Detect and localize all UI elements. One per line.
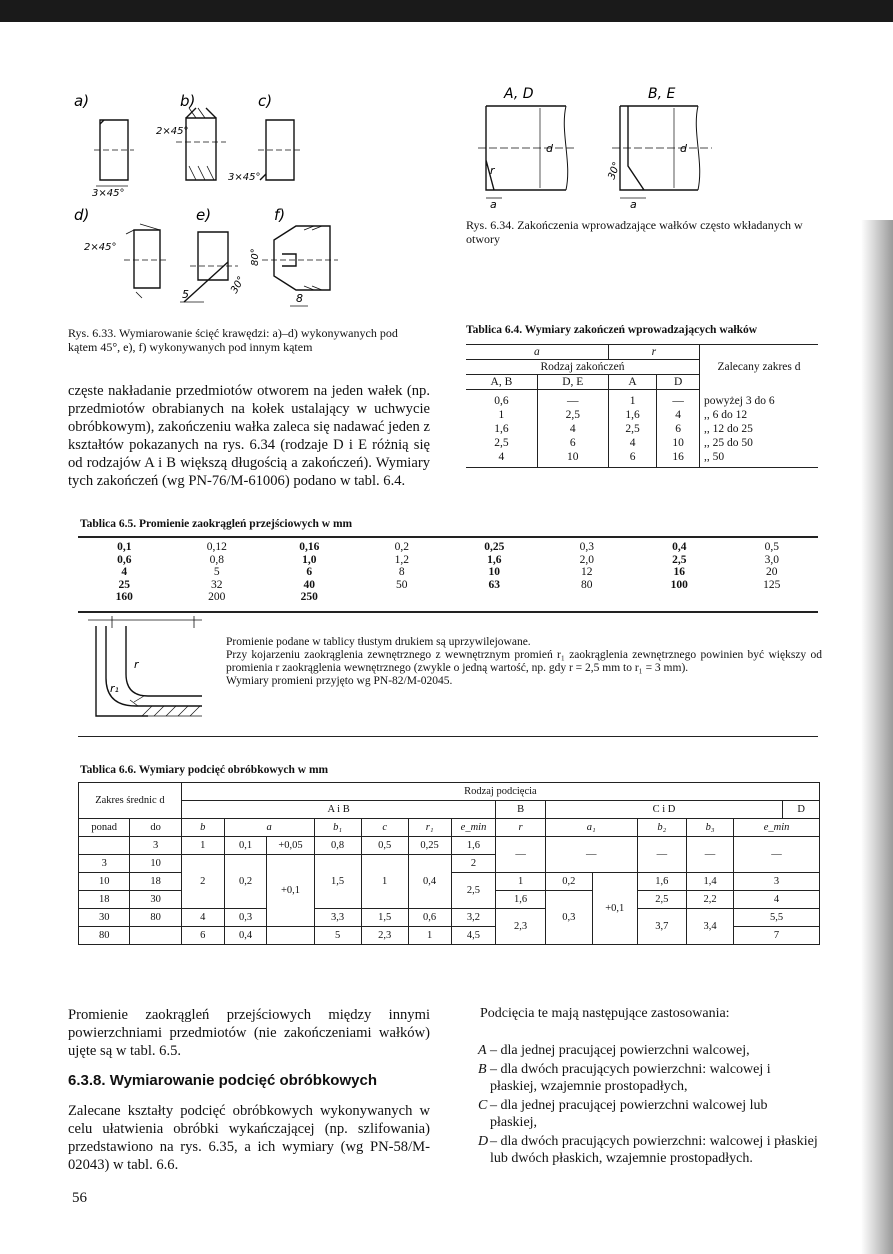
radius-value: 1,0 <box>302 553 317 566</box>
fig-label-d: d) <box>74 206 90 224</box>
t66-do: 30 <box>130 891 181 909</box>
notes-bottom-rule <box>78 736 818 737</box>
t66-r: 1,6 <box>496 891 545 909</box>
chamfer-drawings <box>68 80 368 320</box>
t66-emin-d: 3 <box>734 873 820 891</box>
t66-col-a: a <box>224 819 314 837</box>
t66-a1-tol: +0,1 <box>592 873 637 945</box>
list-item <box>478 1042 818 1059</box>
t66-b1: 0,8 <box>314 837 361 855</box>
fig634-dim-30deg: 30° <box>606 160 623 182</box>
t66-r1: 0,25 <box>408 837 451 855</box>
radius-label-r1: r₁ <box>110 682 119 695</box>
list-key: D <box>478 1134 489 1149</box>
table-6-4-title: Tablica 6.4. Wymiary zakończeń wprowadzających wałków <box>466 324 758 336</box>
radius-value <box>448 591 541 604</box>
t64-head-a: a <box>466 345 608 360</box>
usage-list <box>478 1042 818 1167</box>
t64-cell: 10 <box>657 436 700 450</box>
t64-cell: — <box>657 390 700 409</box>
fig-label-e: e) <box>196 206 212 224</box>
list-item <box>478 1133 818 1167</box>
paragraph-transition-radii: Promienie zaokrągleń przejściowych między innymi powierzchniami przedmiotów (nie zakończeniami wałków) ujęte są w tabl. 6.5. <box>68 1007 430 1059</box>
t66-col-r: r <box>496 819 545 837</box>
table-row <box>78 541 818 554</box>
table-6-6 <box>78 782 820 945</box>
t66-head-rodzaj: Rodzaj podcięcia <box>181 783 819 801</box>
radius-value: 12 <box>581 566 593 578</box>
fig634-label-ad: A, D <box>504 86 534 102</box>
t66-do: 80 <box>130 909 181 927</box>
section-heading <box>68 1072 430 1089</box>
radius-value: 0,2 <box>394 541 409 553</box>
fig-label-a: a) <box>74 92 90 110</box>
t66-col-a1: a₁ <box>545 819 637 837</box>
radius-value: 50 <box>396 578 408 591</box>
radius-drawing <box>82 616 212 736</box>
t66-b3: 3,4 <box>686 909 733 945</box>
t66-b: 4 <box>181 909 224 927</box>
t64-cell: powyżej 3 do 6 <box>704 394 775 407</box>
t64-cell: 4 <box>608 436 657 450</box>
t66-emin-b: 2 <box>451 855 496 873</box>
dim-30deg-e: 30° <box>229 274 248 296</box>
t66-do: 10 <box>130 855 181 873</box>
t66-emin-d: 7 <box>734 927 820 945</box>
t66-emin-d: 4 <box>734 891 820 909</box>
table-row <box>78 579 818 592</box>
radius-value: 0,4 <box>672 541 687 553</box>
t64-cell: 16 <box>657 450 700 468</box>
list-key: B <box>478 1062 487 1077</box>
t64-cell: 1 <box>466 408 537 422</box>
t66-a1: 0,2 <box>545 873 592 891</box>
t66-a1: 0,3 <box>545 891 592 945</box>
dim-80deg-f: 80° <box>250 248 261 266</box>
radius-value: 160 <box>115 591 133 603</box>
fig634-dim-a2: a <box>630 198 637 211</box>
t66-head-d: D <box>783 801 820 819</box>
table-6-5 <box>78 541 818 604</box>
list-text: – dla dwóch pracujących powierzchni: walcowej i płaskiej, wzajemnie prostopadłych, <box>490 1062 771 1094</box>
radius-label-r: r <box>134 658 139 671</box>
t64-sub-de: D, E <box>537 375 608 390</box>
t66-b1: 5 <box>314 927 361 945</box>
radius-value: 5 <box>213 566 220 578</box>
t66-b3: 1,4 <box>686 873 733 891</box>
table-6-5-bottom-rule <box>78 611 818 613</box>
t64-cell: ,, 50 <box>704 451 725 463</box>
radius-value: 25 <box>118 578 130 591</box>
t64-cell: ,, 12 do 25 <box>704 423 753 435</box>
radius-value: 1,2 <box>394 553 409 566</box>
t66-ponad: 30 <box>79 909 130 927</box>
t66-col-emin-d: e_min <box>734 819 820 837</box>
t66-col-b3: b₃ <box>686 819 733 837</box>
t64-cell: ,, 25 do 50 <box>704 437 753 449</box>
t66-ponad: 80 <box>79 927 130 945</box>
radius-value: 1,6 <box>487 553 502 566</box>
page-number: 56 <box>72 1190 87 1206</box>
list-text: – dla jednej pracującej powierzchni walcowej lub płaskiej, <box>490 1098 768 1130</box>
radius-value: 2,0 <box>579 553 594 566</box>
t66-col-c: c <box>361 819 408 837</box>
t66-emin-b: 4,5 <box>451 927 496 945</box>
section-title: Wymiarowanie podcięć obróbkowych <box>109 1072 377 1089</box>
scan-right-edge-shadow <box>861 220 893 1254</box>
radius-value: 16 <box>673 566 685 578</box>
dim-8-f: 8 <box>296 292 303 305</box>
t66-b: 2 <box>181 855 224 909</box>
t66-b: 1 <box>181 837 224 855</box>
fig634-label-be: B, E <box>648 86 676 102</box>
t64-sub-ab: A, B <box>466 375 537 390</box>
t64-cell: 2,5 <box>537 408 608 422</box>
t64-cell: — <box>537 390 608 409</box>
radius-value: 20 <box>766 566 778 578</box>
t66-dash: — <box>496 837 545 873</box>
radius-value <box>633 591 726 604</box>
t66-do: 18 <box>130 873 181 891</box>
dim-2x45-d: 2×45° <box>84 242 117 253</box>
t66-col-r1: r₁ <box>408 819 451 837</box>
table-6-5-title: Tablica 6.5. Promienie zaokrągleń przejściowych w mm <box>80 518 353 530</box>
t64-cell: 1 <box>608 390 657 409</box>
t66-r1: 1 <box>408 927 451 945</box>
t66-dash: — <box>637 837 686 873</box>
t66-r: 2,3 <box>496 909 545 945</box>
t66-c: 2,3 <box>361 927 408 945</box>
t66-ponad: 10 <box>79 873 130 891</box>
radius-value: 6 <box>306 566 313 578</box>
t64-cell: 4 <box>657 408 700 422</box>
t66-b2: 3,7 <box>637 909 686 945</box>
radius-value: 0,1 <box>117 541 132 553</box>
t66-ponad <box>79 837 130 855</box>
note-privileged: Promienie podane w tablicy tłustym drukiem są uprzywilejowane. <box>226 636 531 648</box>
t64-cell: 4 <box>537 422 608 436</box>
section-number: 6.3.8. <box>68 1072 106 1089</box>
t64-cell: 0,6 <box>466 390 537 409</box>
note-radius-pairing: Przy kojarzeniu zaokrąglenia zewnętrznego z wewnętrznym promień r₁ zaokrąglenia zewnętrznego powinien być większy od promienia r zaokrąglenia wewnętrznego (zwykle o jedną wartość, np. gdy r = 2,5 mm to r₁ = 3 mm). <box>226 649 822 674</box>
fig634-dim-r: r <box>490 164 495 177</box>
paragraph-undercut-shapes: Zalecane kształty podcięć obróbkowych wykonywanych w celu ułatwienia obróbki wykańczającej (np. szlifowania) przedstawiono na rys. 6.35, a ich wymiary (wg PN-58/M-02043) w tabl. 6.6. <box>68 1103 430 1173</box>
t64-cell: 4 <box>466 450 537 468</box>
list-key: A <box>478 1043 487 1058</box>
radius-value: 10 <box>488 566 500 578</box>
t66-head-b: B <box>496 801 545 819</box>
t66-emin-b: 1,6 <box>451 837 496 855</box>
radius-value: 125 <box>763 578 781 591</box>
figure-6-34-caption: Rys. 6.34. Zakończenia wprowadzające wałków często wkładanych w otwory <box>466 218 803 246</box>
t64-cell: ,, 6 do 12 <box>704 409 748 421</box>
t66-col-b2: b₂ <box>637 819 686 837</box>
t66-c: 1,5 <box>361 909 408 927</box>
t66-a-tol: +0,1 <box>267 855 314 927</box>
t66-do: 3 <box>130 837 181 855</box>
dim-5-e: 5 <box>182 288 189 301</box>
t64-cell: 6 <box>657 422 700 436</box>
radius-value: 40 <box>303 578 315 591</box>
t66-emin-b: 2,5 <box>451 873 496 909</box>
note-standard: Wymiary promieni przyjęto wg PN-82/M-02045. <box>226 675 453 687</box>
radius-value: 3,0 <box>764 553 779 566</box>
figure-6-33-caption: Rys. 6.33. Wymiarowanie ścięć krawędzi: a)–d) wykonywanych pod kątem 45°, e), f) wykonywanych pod innym kątem <box>68 326 398 354</box>
figure-radius-fit <box>82 616 212 736</box>
t66-col-b: b <box>181 819 224 837</box>
t66-b1: 1,5 <box>314 855 361 909</box>
radius-value: 32 <box>211 578 223 591</box>
table-row <box>78 591 818 604</box>
radius-value: 8 <box>398 566 405 578</box>
scan-top-border <box>0 0 893 22</box>
dim-3x45-c: 3×45° <box>228 172 261 183</box>
t66-a: 0,2 <box>224 855 267 909</box>
t66-b1: 3,3 <box>314 909 361 927</box>
t66-emin-b: 3,2 <box>451 909 496 927</box>
radius-value: 4 <box>121 566 128 578</box>
t66-a: 0,4 <box>224 927 267 945</box>
t66-head-ponad: ponad <box>79 819 130 837</box>
t66-dash: — <box>686 837 733 873</box>
shaft-ends-drawings <box>468 82 738 212</box>
t66-a: 0,3 <box>224 909 267 927</box>
t66-r1: 0,4 <box>408 855 451 909</box>
radius-value: 0,25 <box>484 541 505 553</box>
radius-value: 250 <box>300 591 318 603</box>
t66-head-zakres: Zakres średnic d <box>79 783 182 819</box>
t64-head-rodzaj: Rodzaj zakończeń <box>466 360 700 375</box>
fig634-dim-d1: d <box>546 142 553 155</box>
list-key: C <box>478 1098 488 1113</box>
table-6-5-notes <box>226 636 822 688</box>
t66-a-tol-blank <box>267 927 314 945</box>
radius-value: 0,6 <box>117 553 132 566</box>
t64-cell: 6 <box>537 436 608 450</box>
radius-value: 100 <box>670 578 688 591</box>
radius-value: 63 <box>488 578 500 591</box>
radius-value: 200 <box>208 591 226 603</box>
t66-head-cid: C i D <box>545 801 783 819</box>
radius-value: 0,8 <box>209 553 224 566</box>
t64-cell: 10 <box>537 450 608 468</box>
radius-value <box>726 591 819 604</box>
t66-emin-d: 5,5 <box>734 909 820 927</box>
table-row <box>78 554 818 567</box>
table-6-6-title: Tablica 6.6. Wymiary podcięć obróbkowych w mm <box>80 764 329 776</box>
t66-do <box>130 927 181 945</box>
t66-b: 6 <box>181 927 224 945</box>
t66-c: 1 <box>361 855 408 909</box>
t64-sub-d: D <box>657 375 700 390</box>
t66-dash: — <box>734 837 820 873</box>
t64-cell: 6 <box>608 450 657 468</box>
paragraph-shaft-ends: częste nakładanie przedmiotów otworem na jeden wałek (np. przedmiotów obrabianych na kołek ustalający w uchwycie obróbkowym), zakończeniu wałka zaleca się nadawać jeden z kształtów pokazanych na rys. 6.34 (rodzaje D i E różnią się od rodzajów A i B większą długością a zakończeń). Wymiary tych zakończeń (wg PN-76/M-61006) podano w tabl. 6.4. <box>68 383 430 489</box>
radius-value <box>541 591 634 604</box>
radius-value: 0,12 <box>206 541 227 553</box>
t64-sub-a: A <box>608 375 657 390</box>
t64-cell: 2,5 <box>608 422 657 436</box>
list-text: – dla dwóch pracujących powierzchni: walcowej i płaskiej lub dwóch płaskich, wzajemnie prostopadłych. <box>490 1134 818 1166</box>
t64-head-r: r <box>608 345 699 360</box>
radius-value: 0,16 <box>299 541 320 553</box>
t66-ponad: 3 <box>79 855 130 873</box>
radius-value: 0,3 <box>579 541 594 553</box>
t66-col-b1: b₁ <box>314 819 361 837</box>
table-6-4 <box>466 344 818 468</box>
table-row <box>78 566 818 579</box>
radius-value <box>356 591 449 604</box>
t64-cell: 2,5 <box>466 436 537 450</box>
fig-label-f: f) <box>274 206 286 224</box>
t66-r1: 0,6 <box>408 909 451 927</box>
t66-b3: 2,2 <box>686 891 733 909</box>
t66-head-do: do <box>130 819 181 837</box>
t66-dash: — <box>545 837 637 873</box>
radius-value: 0,5 <box>764 541 779 553</box>
figure-6-34 <box>468 82 738 212</box>
radius-value: 2,5 <box>672 553 687 566</box>
t64-cell: 1,6 <box>466 422 537 436</box>
t66-col-emin-b: e_min <box>451 819 496 837</box>
t66-a-tol: +0,05 <box>267 837 314 855</box>
fig634-dim-d2: d <box>680 142 687 155</box>
usage-intro: Podcięcia te mają następujące zastosowania: <box>480 1006 730 1021</box>
t66-a: 0,1 <box>224 837 267 855</box>
t64-head-zakres: Zalecany zakres d <box>717 361 801 374</box>
t66-head-aib: A i B <box>181 801 496 819</box>
t66-b2: 1,6 <box>637 873 686 891</box>
t66-c: 0,5 <box>361 837 408 855</box>
fig-label-c: c) <box>258 92 273 110</box>
fig-label-b: b) <box>180 92 196 110</box>
table-6-5-top-rule <box>78 536 818 538</box>
t66-ponad: 18 <box>79 891 130 909</box>
list-item <box>478 1061 818 1095</box>
t64-cell: 1,6 <box>608 408 657 422</box>
figure-6-33 <box>68 80 368 320</box>
fig634-dim-a1: a <box>490 198 497 211</box>
dim-3x45-a: 3×45° <box>92 188 125 199</box>
list-text: – dla jednej pracującej powierzchni walcowej, <box>490 1043 750 1058</box>
t66-b2: 2,5 <box>637 891 686 909</box>
list-item <box>478 1097 818 1131</box>
dim-2x45-b: 2×45° <box>156 126 189 137</box>
t66-r: 1 <box>496 873 545 891</box>
radius-value: 80 <box>581 578 593 591</box>
